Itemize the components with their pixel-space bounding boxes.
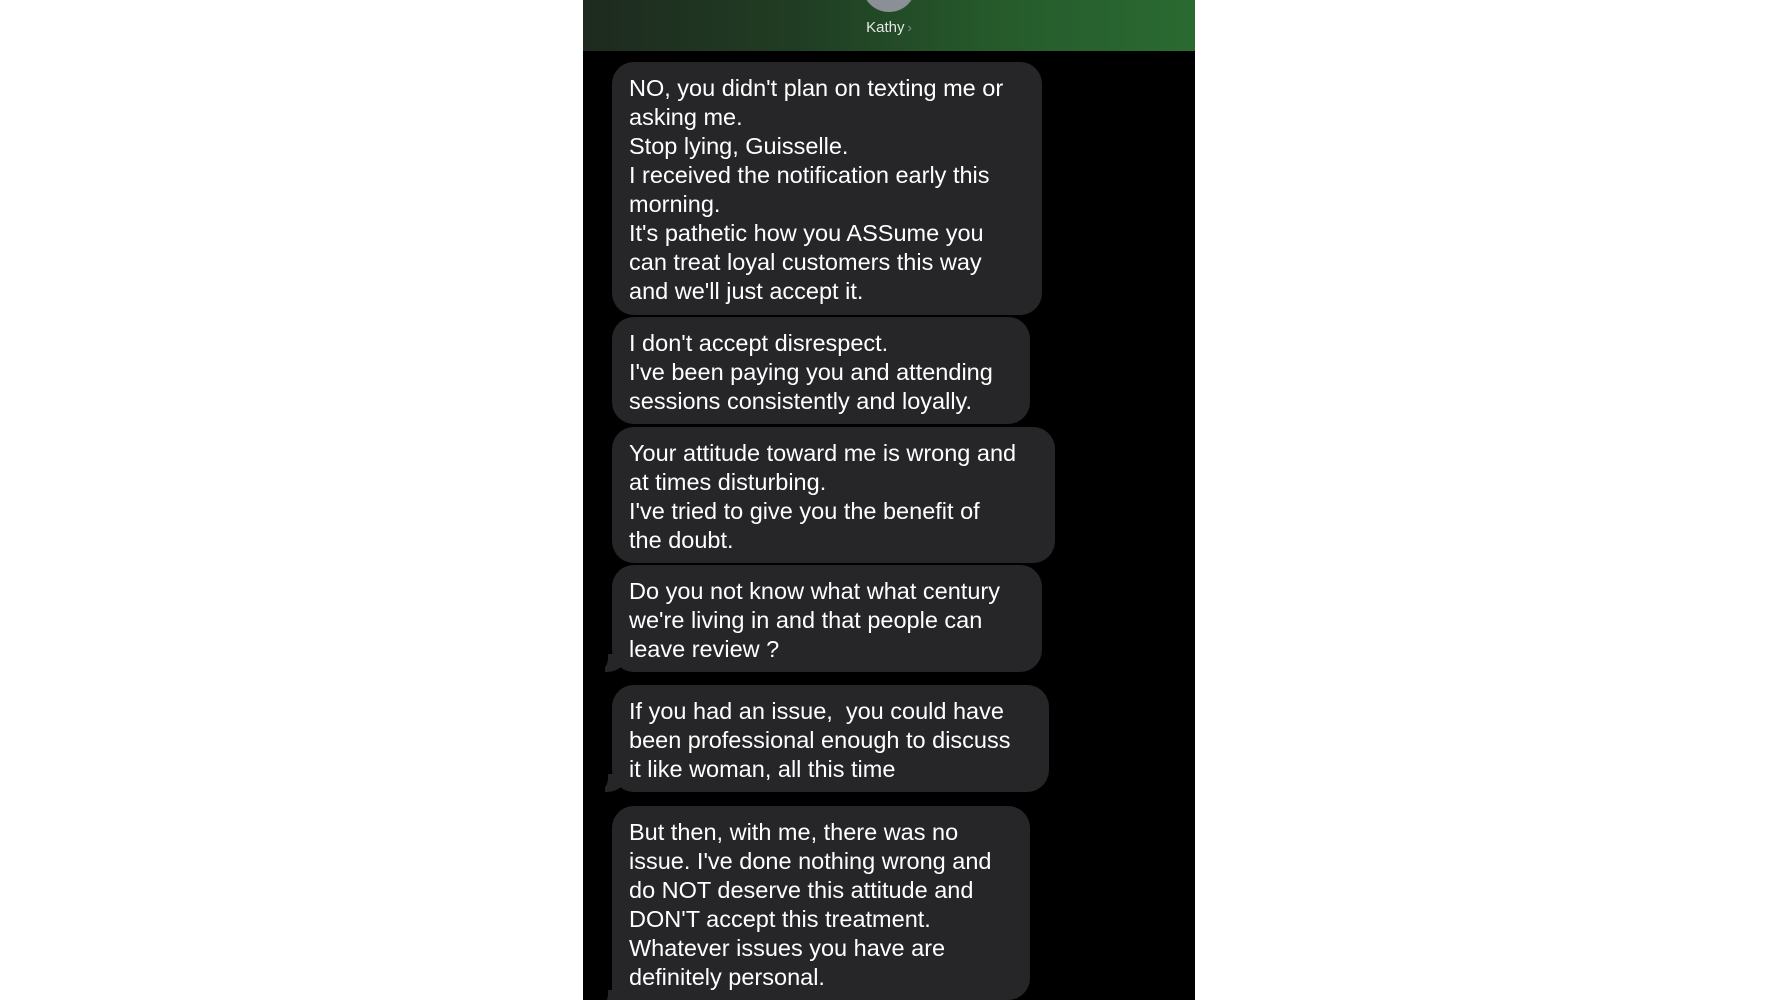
- message-line: at times disturbing.: [629, 469, 827, 495]
- message-line: the doubt.: [629, 527, 734, 553]
- bubble-tail-mask: [596, 988, 608, 1000]
- message-line: asking me.: [629, 104, 743, 130]
- message-line: Do you not know what what century: [629, 578, 1000, 604]
- message-bubble[interactable]: [612, 317, 1030, 424]
- message-line: I don't accept disrespect.: [629, 330, 889, 356]
- message-line: DON'T accept this treatment.: [629, 906, 931, 932]
- message-line: Your attitude toward me is wrong and: [629, 440, 1017, 466]
- bubble-tail: [605, 774, 625, 792]
- message-bubble[interactable]: [612, 62, 1042, 315]
- message-line: NO, you didn't plan on texting me or: [629, 75, 1004, 101]
- message-line: we're living in and that people can: [629, 607, 983, 633]
- message-line: Whatever issues you have are: [629, 935, 946, 961]
- contact-name-button[interactable]: [583, 19, 1195, 37]
- message-line: I've been paying you and attending: [629, 359, 993, 385]
- message-line: it like woman, all this time: [629, 756, 896, 782]
- message-line: It's pathetic how you ASSume you: [629, 220, 984, 246]
- bubble-tail: [605, 990, 625, 1000]
- messages-screen: [583, 0, 1195, 1000]
- message-line: If you had an issue, you could have: [629, 698, 1004, 724]
- message-line: issue. I've done nothing wrong and: [629, 848, 992, 874]
- message-line: and we'll just accept it.: [629, 278, 864, 304]
- message-bubble[interactable]: [612, 685, 1049, 792]
- message-line: I received the notification early this: [629, 162, 990, 188]
- message-line: definitely personal.: [629, 964, 825, 990]
- message-bubble[interactable]: [612, 427, 1055, 563]
- message-line: I've tried to give you the benefit of: [629, 498, 980, 524]
- chevron-right-icon: ›: [907, 20, 912, 35]
- message-bubble[interactable]: [612, 565, 1042, 672]
- message-line: sessions consistently and loyally.: [629, 388, 973, 414]
- message-line: can treat loyal customers this way: [629, 249, 982, 275]
- message-line: been professional enough to discuss: [629, 727, 1011, 753]
- contact-avatar[interactable]: [862, 0, 916, 12]
- bubble-tail: [605, 654, 625, 672]
- message-bubble[interactable]: [612, 806, 1030, 1000]
- contact-name: Kathy: [866, 19, 905, 36]
- message-line: do NOT deserve this attitude and: [629, 877, 974, 903]
- message-line: leave review ?: [629, 636, 780, 662]
- message-line: morning.: [629, 191, 721, 217]
- conversation-header: [583, 0, 1195, 51]
- message-line: But then, with me, there was no: [629, 819, 959, 845]
- message-line: Stop lying, Guisselle.: [629, 133, 849, 159]
